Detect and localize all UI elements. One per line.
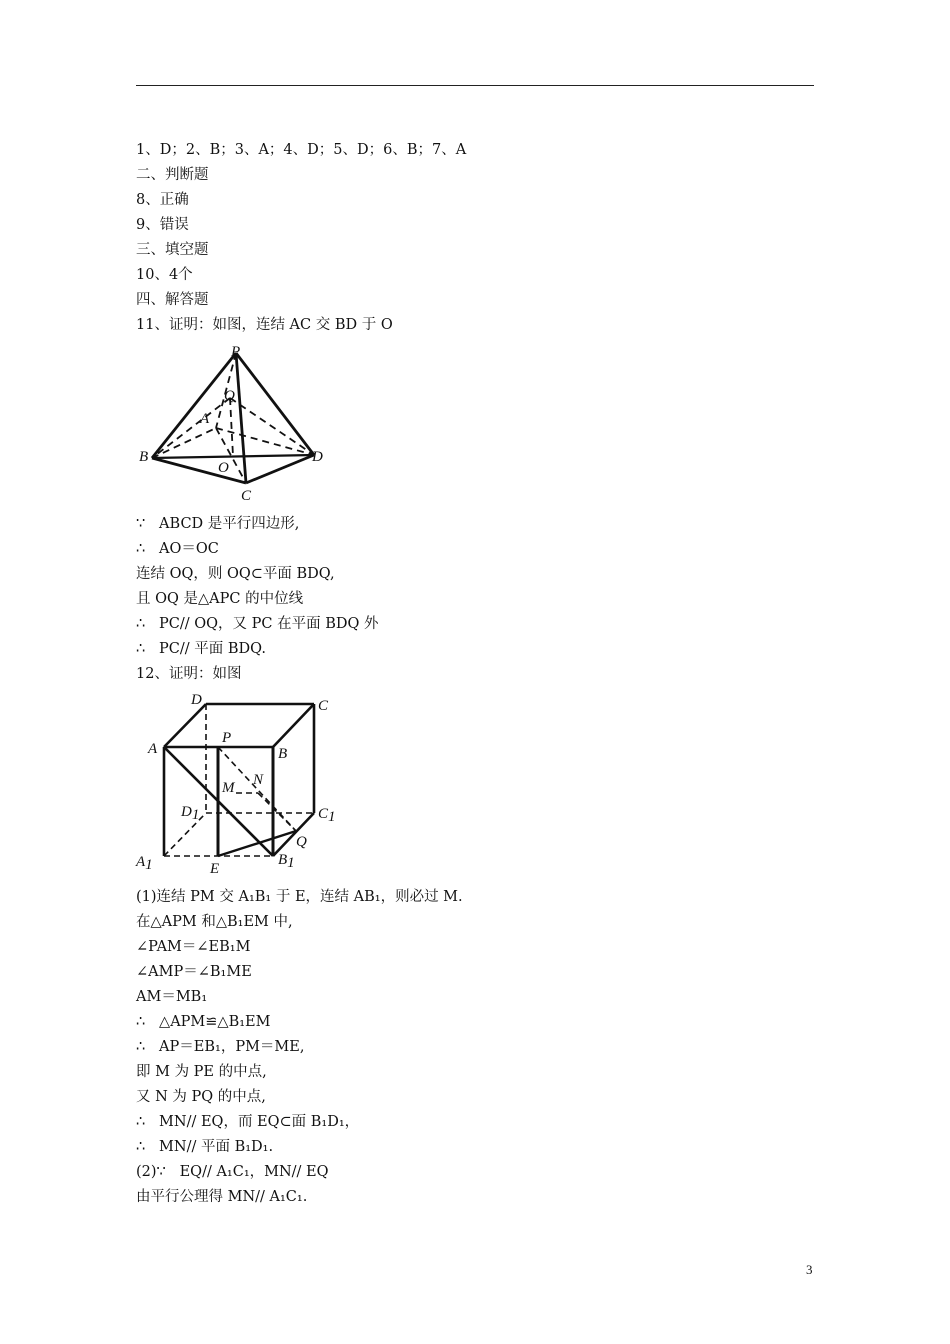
text-line-l4: 9、错误 <box>136 217 189 233</box>
text-line-l25: ∴ MN// EQ，而 EQ⊂面 B₁D₁， <box>136 1114 360 1130</box>
label-O: O <box>218 460 229 476</box>
label-C: C <box>241 488 252 504</box>
text-line-l7: 四、解答题 <box>136 292 209 308</box>
text-line-l23: 即 M 为 PE 的中点, <box>136 1064 267 1080</box>
label-P: P <box>222 730 232 746</box>
label-B: B <box>139 449 149 465</box>
label-P: P <box>231 344 241 360</box>
text-line-l16: (1)连结 PM 交 A₁B₁ 于 E，连结 AB₁，则必过 M. <box>136 889 463 905</box>
label-D: D <box>191 692 202 708</box>
label-D: D <box>312 449 323 465</box>
text-line-l13: ∴ PC// OQ，又 PC 在平面 BDQ 外 <box>136 616 379 632</box>
text-line-l28: 由平行公理得 MN// A₁C₁. <box>136 1189 308 1205</box>
text-line-l24: 又 N 为 PQ 的中点, <box>136 1089 266 1105</box>
text-line-l1: 1、D；2、B；3、A；4、D；5、D；6、B；7、A <box>136 142 467 158</box>
label-D1: D1 <box>181 804 200 823</box>
label-E: E <box>210 861 220 877</box>
text-line-l8: 11、证明：如图，连结 AC 交 BD 于 O <box>136 317 393 333</box>
page-number: 3 <box>806 1262 813 1277</box>
text-line-l15: 12、证明：如图 <box>136 666 242 682</box>
text-line-l20: AM＝MB₁ <box>136 989 208 1005</box>
text-line-l10: ∴ AO＝OC <box>136 541 219 557</box>
header-rule <box>136 85 814 86</box>
label-A: A <box>148 741 158 757</box>
text-line-l17: 在△APM 和△B₁EM 中, <box>136 914 293 930</box>
label-M: M <box>222 780 235 796</box>
label-Q: Q <box>296 834 307 850</box>
text-line-l3: 8、正确 <box>136 192 189 208</box>
text-line-l12: 且 OQ 是△APC 的中位线 <box>136 591 304 607</box>
label-Q: Q <box>224 388 235 404</box>
cube-figure <box>136 690 356 875</box>
text-line-l6: 10、4个 <box>136 267 193 283</box>
text-line-l14: ∴ PC// 平面 BDQ. <box>136 641 266 657</box>
text-line-l21: ∴ △APM≌△B₁EM <box>136 1014 271 1030</box>
text-line-l19: ∠AMP＝∠B₁ME <box>136 964 252 980</box>
text-line-l22: ∴ AP＝EB₁，PM＝ME, <box>136 1039 305 1055</box>
pyramid-figure <box>136 340 336 510</box>
text-line-l9: ∵ ABCD 是平行四边形, <box>136 516 300 532</box>
text-line-l11: 连结 OQ，则 OQ⊂平面 BDQ, <box>136 566 335 582</box>
label-A1: A1 <box>136 854 153 873</box>
text-line-l18: ∠PAM＝∠EB₁M <box>136 939 251 955</box>
text-line-l2: 二、判断题 <box>136 167 209 183</box>
label-B1: B1 <box>278 852 295 871</box>
text-line-l26: ∴ MN// 平面 B₁D₁. <box>136 1139 274 1155</box>
label-B: B <box>278 746 288 762</box>
label-N: N <box>253 772 264 788</box>
text-line-l5: 三、填空题 <box>136 242 209 258</box>
label-A: A <box>200 411 210 427</box>
label-C1: C1 <box>318 806 336 825</box>
text-line-l27: (2)∵ EQ// A₁C₁，MN// EQ <box>136 1164 329 1180</box>
label-C: C <box>318 698 329 714</box>
